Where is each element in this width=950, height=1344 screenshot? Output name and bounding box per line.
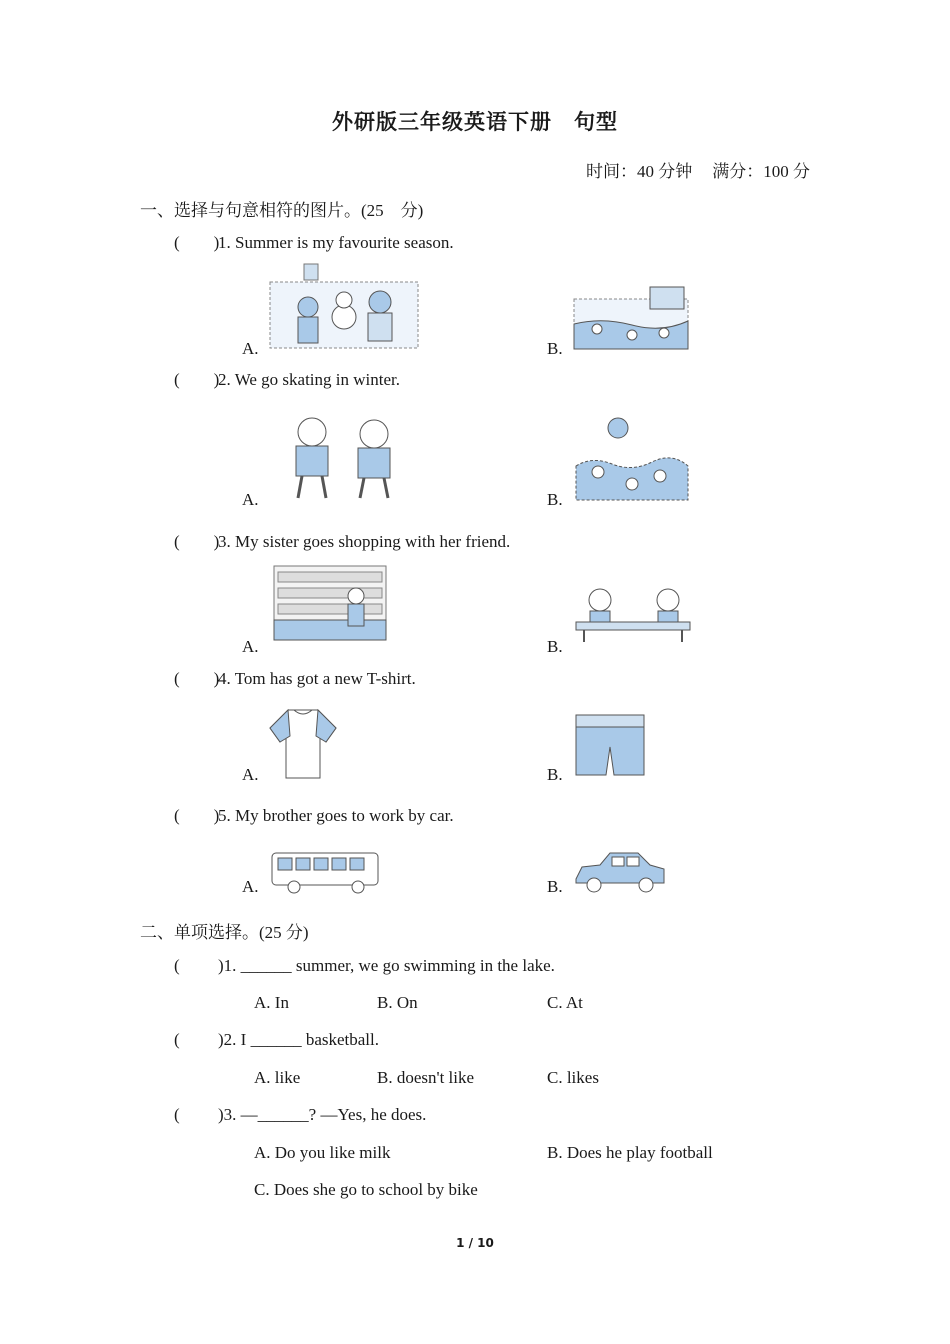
option-b[interactable]: B. On [377, 993, 418, 1012]
option-b[interactable]: B. doesn't like [377, 1068, 475, 1087]
s2-question-3 [174, 1105, 426, 1125]
page-title: 外研版三年级英语下册 句型 [332, 110, 618, 134]
children-swimming-image[interactable] [572, 414, 692, 506]
score-label: 满分：100 分 [712, 162, 810, 181]
option-a-label: A. [242, 877, 259, 896]
shorts-image[interactable] [572, 711, 648, 781]
time-label: 时间：40 分钟 [586, 162, 693, 181]
option-c[interactable]: C. At [547, 993, 583, 1012]
question-text: 4. Tom has got a new T-shirt. [218, 669, 416, 688]
section-1-heading: 一、选择与句意相符的图片。(25 分) [140, 201, 424, 220]
girls-shopping-store-image[interactable] [272, 564, 388, 644]
s1-question-2 [174, 370, 400, 390]
question-text: )3. —______? —Yes, he does. [218, 1105, 427, 1124]
question-text: 5. My brother goes to work by car. [218, 806, 454, 825]
option-b-label: B. [547, 490, 563, 509]
option-c[interactable]: C. Does she go to school by bike [254, 1180, 478, 1199]
summer-swimming-beach-image[interactable] [572, 279, 692, 353]
s2-question-1 [174, 956, 555, 976]
answer-paren[interactable]: ( [174, 1105, 180, 1124]
option-a[interactable]: A. like [254, 1068, 301, 1087]
section-2-heading: 二、单项选择。(25 分) [140, 923, 309, 942]
winter-children-snow-image[interactable] [268, 262, 420, 352]
bus-image[interactable] [270, 849, 382, 895]
option-b-label: B. [547, 765, 563, 784]
question-text: 3. My sister goes shopping with her friend. [218, 532, 511, 551]
question-text: 1. Summer is my favourite season. [218, 233, 454, 252]
question-text: )2. I ______ basketball. [218, 1030, 379, 1049]
car-image[interactable] [572, 849, 668, 895]
option-b[interactable]: B. Does he play football [547, 1143, 713, 1162]
answer-paren[interactable]: ( ) [174, 806, 220, 825]
kids-playing-table-tennis-image[interactable] [572, 586, 694, 644]
answer-paren[interactable]: ( [174, 1030, 180, 1049]
s1-question-5 [174, 806, 454, 826]
s1-question-1 [174, 233, 454, 253]
t-shirt-image[interactable] [268, 706, 338, 782]
question-text: 2. We go skating in winter. [218, 370, 400, 389]
answer-paren[interactable]: ( [174, 956, 180, 975]
children-skating-image[interactable] [270, 408, 418, 504]
answer-paren[interactable]: ( ) [174, 233, 220, 252]
option-a-label: A. [242, 490, 259, 509]
option-c[interactable]: C. likes [547, 1068, 599, 1087]
answer-paren[interactable]: ( ) [174, 669, 220, 688]
page-number: 1 / 10 [456, 1236, 494, 1250]
question-text: )1. ______ summer, we go swimming in the lake. [218, 956, 555, 975]
option-b-label: B. [547, 637, 563, 656]
option-a-label: A. [242, 339, 259, 358]
s1-question-3 [174, 532, 510, 552]
option-a[interactable]: A. Do you like milk [254, 1143, 391, 1162]
s2-question-2 [174, 1030, 379, 1050]
exam-info [586, 157, 810, 182]
option-a[interactable]: A. In [254, 993, 289, 1012]
answer-paren[interactable]: ( ) [174, 532, 220, 551]
option-a-label: A. [242, 765, 259, 784]
answer-paren[interactable]: ( ) [174, 370, 220, 389]
option-a-label: A. [242, 637, 259, 656]
s1-question-4 [174, 669, 416, 689]
option-b-label: B. [547, 339, 563, 358]
option-b-label: B. [547, 877, 563, 896]
